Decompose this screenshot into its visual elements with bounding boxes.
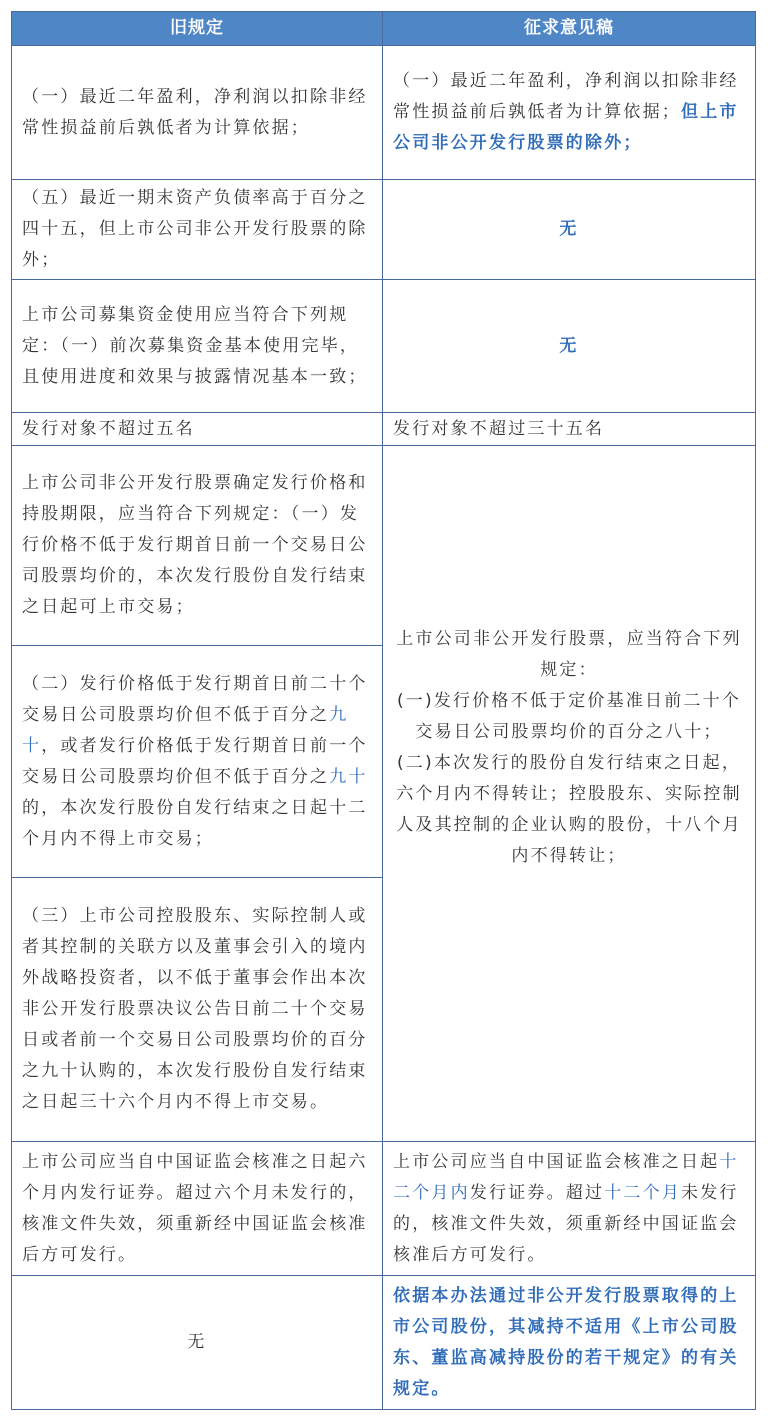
new-text-item-2: (二)本次发行的股份自发行结束之日起，六个月内不得转让；控股股东、实际控制人及其控制的企业认购的股份，十八个月内不得转让； [396, 753, 742, 866]
comparison-table [11, 11, 756, 1410]
old-text: ，或者发行价格低于发行期首日前一个交易日公司股票均价但不低于百分之 [22, 735, 368, 787]
new-cell: 依据本办法通过非公开发行股票取得的上市公司股份，其减持不适用《上市公司股东、董监高减持股份的若干规定》的有关规定。 [383, 1276, 756, 1410]
old-cell: 上市公司非公开发行股票确定发行价格和持股期限，应当符合下列规定：（一）发行价格不低于发行期首日前一个交易日公司股票均价的，本次发行股份自发行结束之日起可上市交易； [12, 446, 383, 646]
table-row [12, 446, 756, 646]
new-cell: 无 [383, 280, 756, 413]
new-cell [383, 46, 756, 180]
new-text: 发行证券。超过 [469, 1182, 605, 1203]
old-cell: （三）上市公司控股股东、实际控制人或者其控制的关联方以及董事会引入的境内外战略投资者，以不低于董事会作出本次非公开发行股票决议公告日前二十个交易日或者前一个交易日公司股票均价的百分之九十认购的，本次发行股份自发行结束之日起三十六个月内不得上市交易。 [12, 878, 383, 1142]
table-row [12, 280, 756, 413]
table-header-row [12, 12, 756, 46]
table-row [12, 1142, 756, 1276]
table-row [12, 46, 756, 180]
header-old-rules: 旧规定 [12, 12, 383, 46]
header-draft: 征求意见稿 [383, 12, 756, 46]
table-row [12, 180, 756, 280]
highlighted-text: 但上市公司非公开发行股票的除外； [393, 102, 739, 153]
old-text: （二）发行价格低于发行期首日前二十个交易日公司股票均价但不低于百分之 [22, 673, 368, 725]
table-row [12, 413, 756, 446]
highlighted-text: 九十 [329, 766, 368, 787]
table-row [12, 1276, 756, 1410]
new-cell: 无 [383, 180, 756, 280]
new-cell [383, 446, 756, 1142]
old-cell: 上市公司应当自中国证监会核准之日起六个月内发行证券。超过六个月未发行的，核准文件失效，须重新经中国证监会核准后方可发行。 [12, 1142, 383, 1276]
highlighted-text: 十二个月内 [393, 1151, 739, 1203]
new-text: （一）最近二年盈利，净利润以扣除非经常性损益前后孰低者为计算依据； [393, 71, 739, 122]
old-cell [12, 646, 383, 878]
new-text: 未发行的，核准文件失效，须重新经中国证监会核准后方可发行。 [393, 1182, 739, 1265]
new-text-item-1: (一)发行价格不低于定价基准日前二十个交易日公司股票均价的百分之八十； [396, 691, 742, 742]
old-cell: （五）最近一期末资产负债率高于百分之四十五，但上市公司非公开发行股票的除外； [12, 180, 383, 280]
highlighted-text: 十二个月 [604, 1182, 682, 1203]
new-cell: 发行对象不超过三十五名 [383, 413, 756, 446]
old-cell: （一）最近二年盈利，净利润以扣除非经常性损益前后孰低者为计算依据； [12, 46, 383, 180]
old-cell: 发行对象不超过五名 [12, 413, 383, 446]
highlighted-text: 九十 [22, 704, 349, 756]
old-cell: 上市公司募集资金使用应当符合下列规定：（一）前次募集资金基本使用完毕，且使用进度和效果与披露情况基本一致； [12, 280, 383, 413]
old-text: 的，本次发行股份自发行结束之日起十二个月内不得上市交易； [22, 797, 368, 849]
new-text: 上市公司应当自中国证监会核准之日起 [393, 1151, 720, 1172]
old-cell: 无 [12, 1276, 383, 1410]
new-text-intro: 上市公司非公开发行股票，应当符合下列规定： [396, 629, 742, 680]
new-cell [383, 1142, 756, 1276]
